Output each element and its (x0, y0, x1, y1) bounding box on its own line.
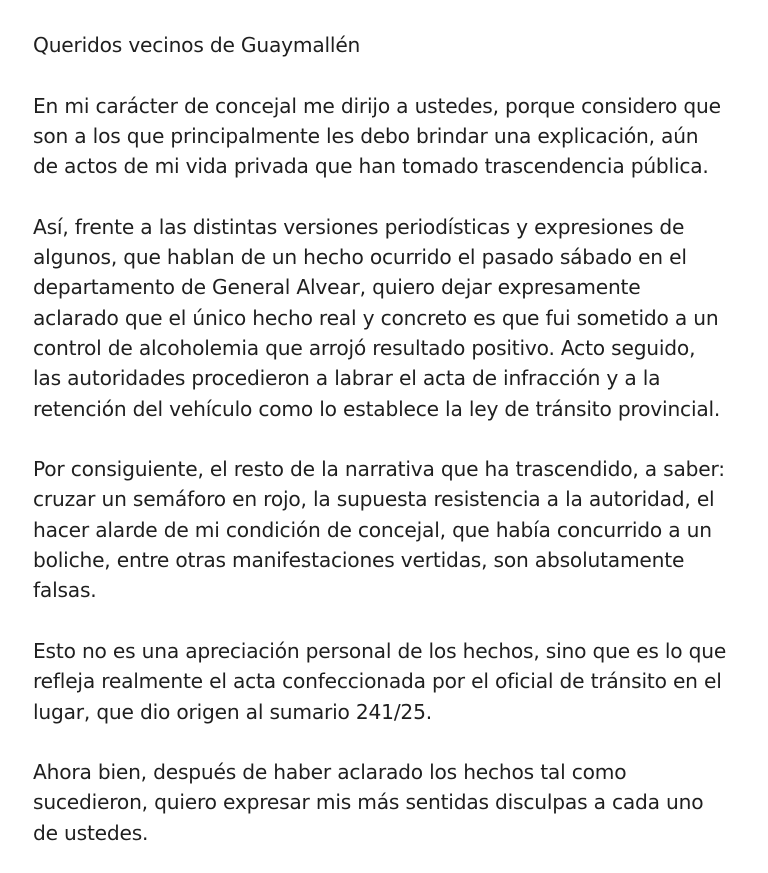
letter-greeting: Queridos vecinos de Guaymallén (33, 33, 361, 57)
text-line: falsas. (33, 578, 97, 603)
paragraph-5 (33, 757, 748, 848)
text-line: Así, frente a las distintas versiones periodísticas y expresiones de (33, 214, 685, 239)
text-line: son a los que principalmente les debo brindar una explicación, aún (33, 123, 699, 148)
paragraph-1 (33, 91, 748, 182)
text-line: boliche, entre otras manifestaciones vertidas, son absolutamente (33, 548, 685, 573)
paragraph-4 (33, 636, 748, 727)
text-line: departamento de General Alvear, quiero dejar expresamente (33, 275, 641, 300)
text-line: En mi carácter de concejal me dirijo a ustedes, porque considero que (33, 93, 721, 118)
text-line: retención del vehículo como lo establece la ley de tránsito provincial. (33, 396, 721, 421)
text-line: Por consiguiente, el resto de la narrativa que ha trascendido, a saber: (33, 457, 725, 482)
text-line: algunos, que hablan de un hecho ocurrido el pasado sábado en el (33, 245, 687, 270)
text-line: lugar, que dio origen al sumario 241/25. (33, 699, 432, 724)
text-line: de actos de mi vida privada que han tomado trascendencia pública. (33, 154, 709, 179)
text-line: de ustedes. (33, 820, 149, 845)
text-line: Esto no es una apreciación personal de los hechos, sino que es lo que (33, 638, 727, 663)
text-line: aclarado que el único hecho real y concreto es que fui sometido a un (33, 305, 719, 330)
text-line: control de alcoholemia que arrojó resultado positivo. Acto seguido, (33, 335, 696, 360)
paragraph-3 (33, 454, 748, 605)
text-line: las autoridades procedieron a labrar el acta de infracción y a la (33, 366, 661, 391)
text-line: sucedieron, quiero expresar mis más sentidas disculpas a cada uno (33, 790, 704, 815)
text-line: Ahora bien, después de haber aclarado los hechos tal como (33, 760, 627, 785)
text-line: cruzar un semáforo en rojo, la supuesta resistencia a la autoridad, el (33, 487, 715, 512)
text-line: refleja realmente el acta confeccionada por el oficial de tránsito en el (33, 669, 722, 694)
text-line: hacer alarde de mi condición de concejal, que había concurrido a un (33, 517, 712, 542)
paragraph-2 (33, 212, 748, 424)
